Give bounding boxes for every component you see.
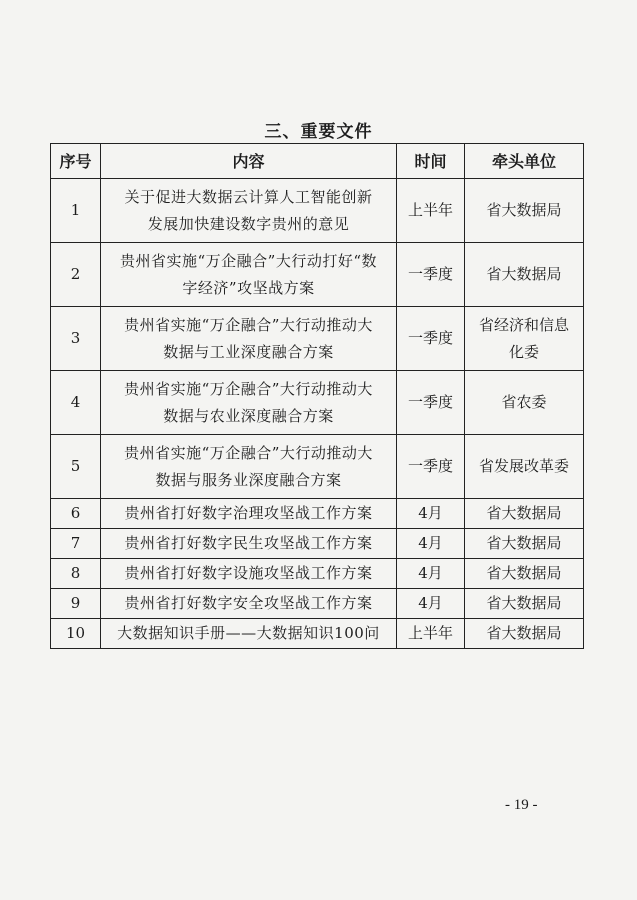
row-num: 3	[51, 307, 101, 371]
row-content: 贵州省打好数字安全攻坚战工作方案	[101, 589, 397, 619]
table-row	[51, 179, 584, 243]
header-unit: 牵头单位	[465, 144, 584, 179]
row-content-line: 贵州省实施“万企融合”大行动打好“数	[119, 251, 377, 270]
table-row	[51, 499, 584, 529]
row-content: 大数据知识手册——大数据知识100问	[101, 619, 397, 649]
row-unit-line: 省发展改革委	[478, 457, 569, 475]
table-row	[51, 529, 584, 559]
row-time: 4月	[397, 559, 465, 589]
row-unit	[465, 435, 584, 499]
row-unit-line: 化委	[508, 342, 539, 361]
row-time: 4月	[397, 499, 465, 529]
row-time: 一季度	[397, 435, 465, 499]
table-row	[51, 589, 584, 619]
table-row	[51, 559, 584, 589]
table-row	[51, 307, 584, 371]
row-unit-line: 省农委	[501, 393, 547, 411]
row-content-line: 发展加快建设数字贵州的意见	[147, 214, 350, 233]
row-content	[101, 179, 397, 243]
table-header-row	[51, 144, 584, 179]
table-row	[51, 371, 584, 435]
row-unit-line: 省大数据局	[486, 201, 562, 219]
row-time: 一季度	[397, 243, 465, 307]
row-unit	[465, 243, 584, 307]
row-num: 1	[51, 179, 101, 243]
row-content	[101, 435, 397, 499]
row-content: 贵州省打好数字设施攻坚战工作方案	[101, 559, 397, 589]
row-unit	[465, 307, 584, 371]
row-content: 贵州省打好数字民生攻坚战工作方案	[101, 529, 397, 559]
row-content-line: 关于促进大数据云计算人工智能创新	[124, 187, 373, 206]
row-content-line: 数据与农业深度融合方案	[163, 406, 334, 425]
row-unit: 省大数据局	[465, 589, 584, 619]
page-number: - 19 -	[505, 797, 538, 813]
row-content-line: 数据与服务业深度融合方案	[155, 470, 342, 489]
row-num: 6	[51, 499, 101, 529]
row-time: 4月	[397, 529, 465, 559]
row-unit: 省大数据局	[465, 559, 584, 589]
row-num: 2	[51, 243, 101, 307]
row-time: 上半年	[397, 619, 465, 649]
row-num: 10	[51, 619, 101, 649]
row-num: 7	[51, 529, 101, 559]
row-content-line: 贵州省实施“万企融合”大行动推动大	[124, 443, 373, 462]
row-unit-line: 省大数据局	[486, 265, 562, 283]
row-num: 9	[51, 589, 101, 619]
row-num: 8	[51, 559, 101, 589]
row-content	[101, 243, 397, 307]
row-content-line: 字经济”攻坚战方案	[182, 278, 315, 297]
row-unit	[465, 371, 584, 435]
section-title: 三、重要文件	[264, 122, 373, 142]
header-time: 时间	[397, 144, 465, 179]
table-row	[51, 619, 584, 649]
row-time: 一季度	[397, 307, 465, 371]
row-content	[101, 371, 397, 435]
row-unit: 省大数据局	[465, 529, 584, 559]
row-unit: 省大数据局	[465, 619, 584, 649]
row-time: 4月	[397, 589, 465, 619]
row-unit-line: 省经济和信息	[478, 315, 569, 334]
row-content	[101, 307, 397, 371]
row-num: 5	[51, 435, 101, 499]
important-documents-table	[50, 143, 584, 649]
row-content-line: 贵州省实施“万企融合”大行动推动大	[124, 379, 373, 398]
row-time: 一季度	[397, 371, 465, 435]
row-content: 贵州省打好数字治理攻坚战工作方案	[101, 499, 397, 529]
row-unit	[465, 179, 584, 243]
row-unit: 省大数据局	[465, 499, 584, 529]
table-row	[51, 435, 584, 499]
header-num: 序号	[51, 144, 101, 179]
row-num: 4	[51, 371, 101, 435]
header-content: 内容	[101, 144, 397, 179]
row-content-line: 数据与工业深度融合方案	[163, 342, 334, 361]
row-time: 上半年	[397, 179, 465, 243]
row-content-line: 贵州省实施“万企融合”大行动推动大	[124, 315, 373, 334]
table-row	[51, 243, 584, 307]
